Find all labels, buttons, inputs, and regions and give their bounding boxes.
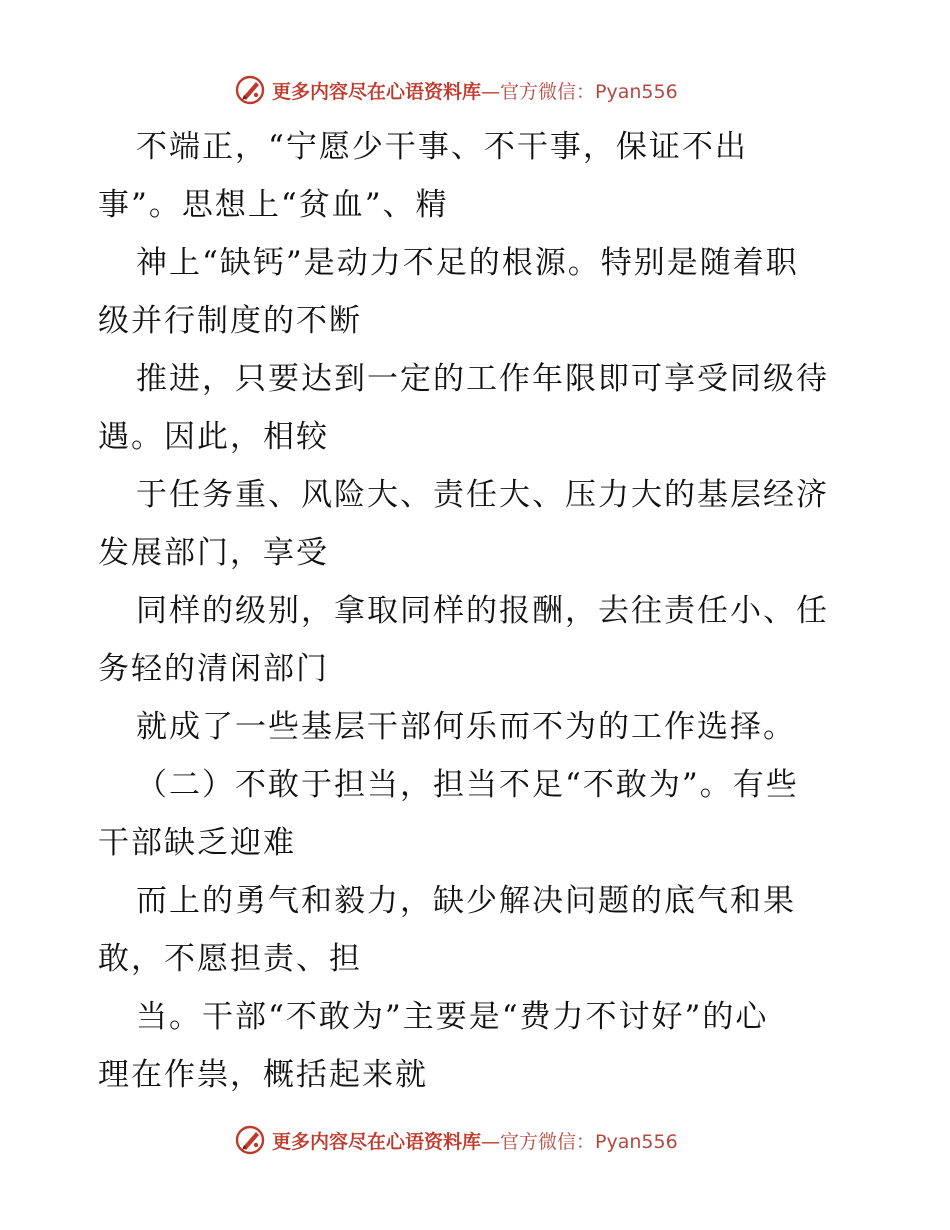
text-line: 同样的级别，拿取同样的报酬，去往责任小、任 <box>136 593 829 629</box>
watermark-main-text: 更多内容尽在心语资料库 <box>272 80 482 103</box>
text-line: 于任务重、风险大、责任大、压力大的基层经济 <box>136 477 829 513</box>
header-watermark <box>234 70 678 110</box>
watermark-sub-text: 官方微信：Pyan556 <box>500 80 678 103</box>
document-body <box>98 118 858 1104</box>
text-line: 发展部门，享受 <box>98 535 329 571</box>
text-line: 神上“缺钙”是动力不足的根源。特别是随着职 <box>136 245 799 281</box>
text-line: 务轻的清闲部门 <box>98 651 329 687</box>
text-line: 而上的勇气和毅力，缺少解决问题的底气和果 <box>136 883 796 919</box>
text-line: 级并行制度的不断 <box>98 303 362 339</box>
watermark-dash: — <box>481 80 501 103</box>
footer-watermark <box>234 1120 678 1160</box>
quill-pen-logo-icon <box>234 1124 266 1156</box>
text-line: 不端正，“宁愿少干事、不干事，保证不出 <box>136 129 748 165</box>
text-line: （二）不敢于担当，担当不足“不敢为”。有些 <box>136 767 799 803</box>
watermark-sub-text: 官方微信：Pyan556 <box>500 1130 678 1153</box>
text-line: 推进，只要达到一定的工作年限即可享受同级待 <box>136 361 829 397</box>
text-line: 当。干部“不敢为”主要是“费力不讨好”的心 <box>136 999 769 1035</box>
text-line: 敢，不愿担责、担 <box>98 941 362 977</box>
text-line: 遇。因此，相较 <box>98 419 329 455</box>
text-line: 理在作祟，概括起来就 <box>98 1057 428 1093</box>
watermark-dash: — <box>481 1130 501 1153</box>
quill-pen-logo-icon <box>234 74 266 106</box>
watermark-main-text: 更多内容尽在心语资料库 <box>272 1130 482 1153</box>
text-line: 干部缺乏迎难 <box>98 825 296 861</box>
text-line: 就成了一些基层干部何乐而不为的工作选择。 <box>136 709 796 745</box>
text-line: 事”。思想上“贫血”、精 <box>98 187 449 223</box>
